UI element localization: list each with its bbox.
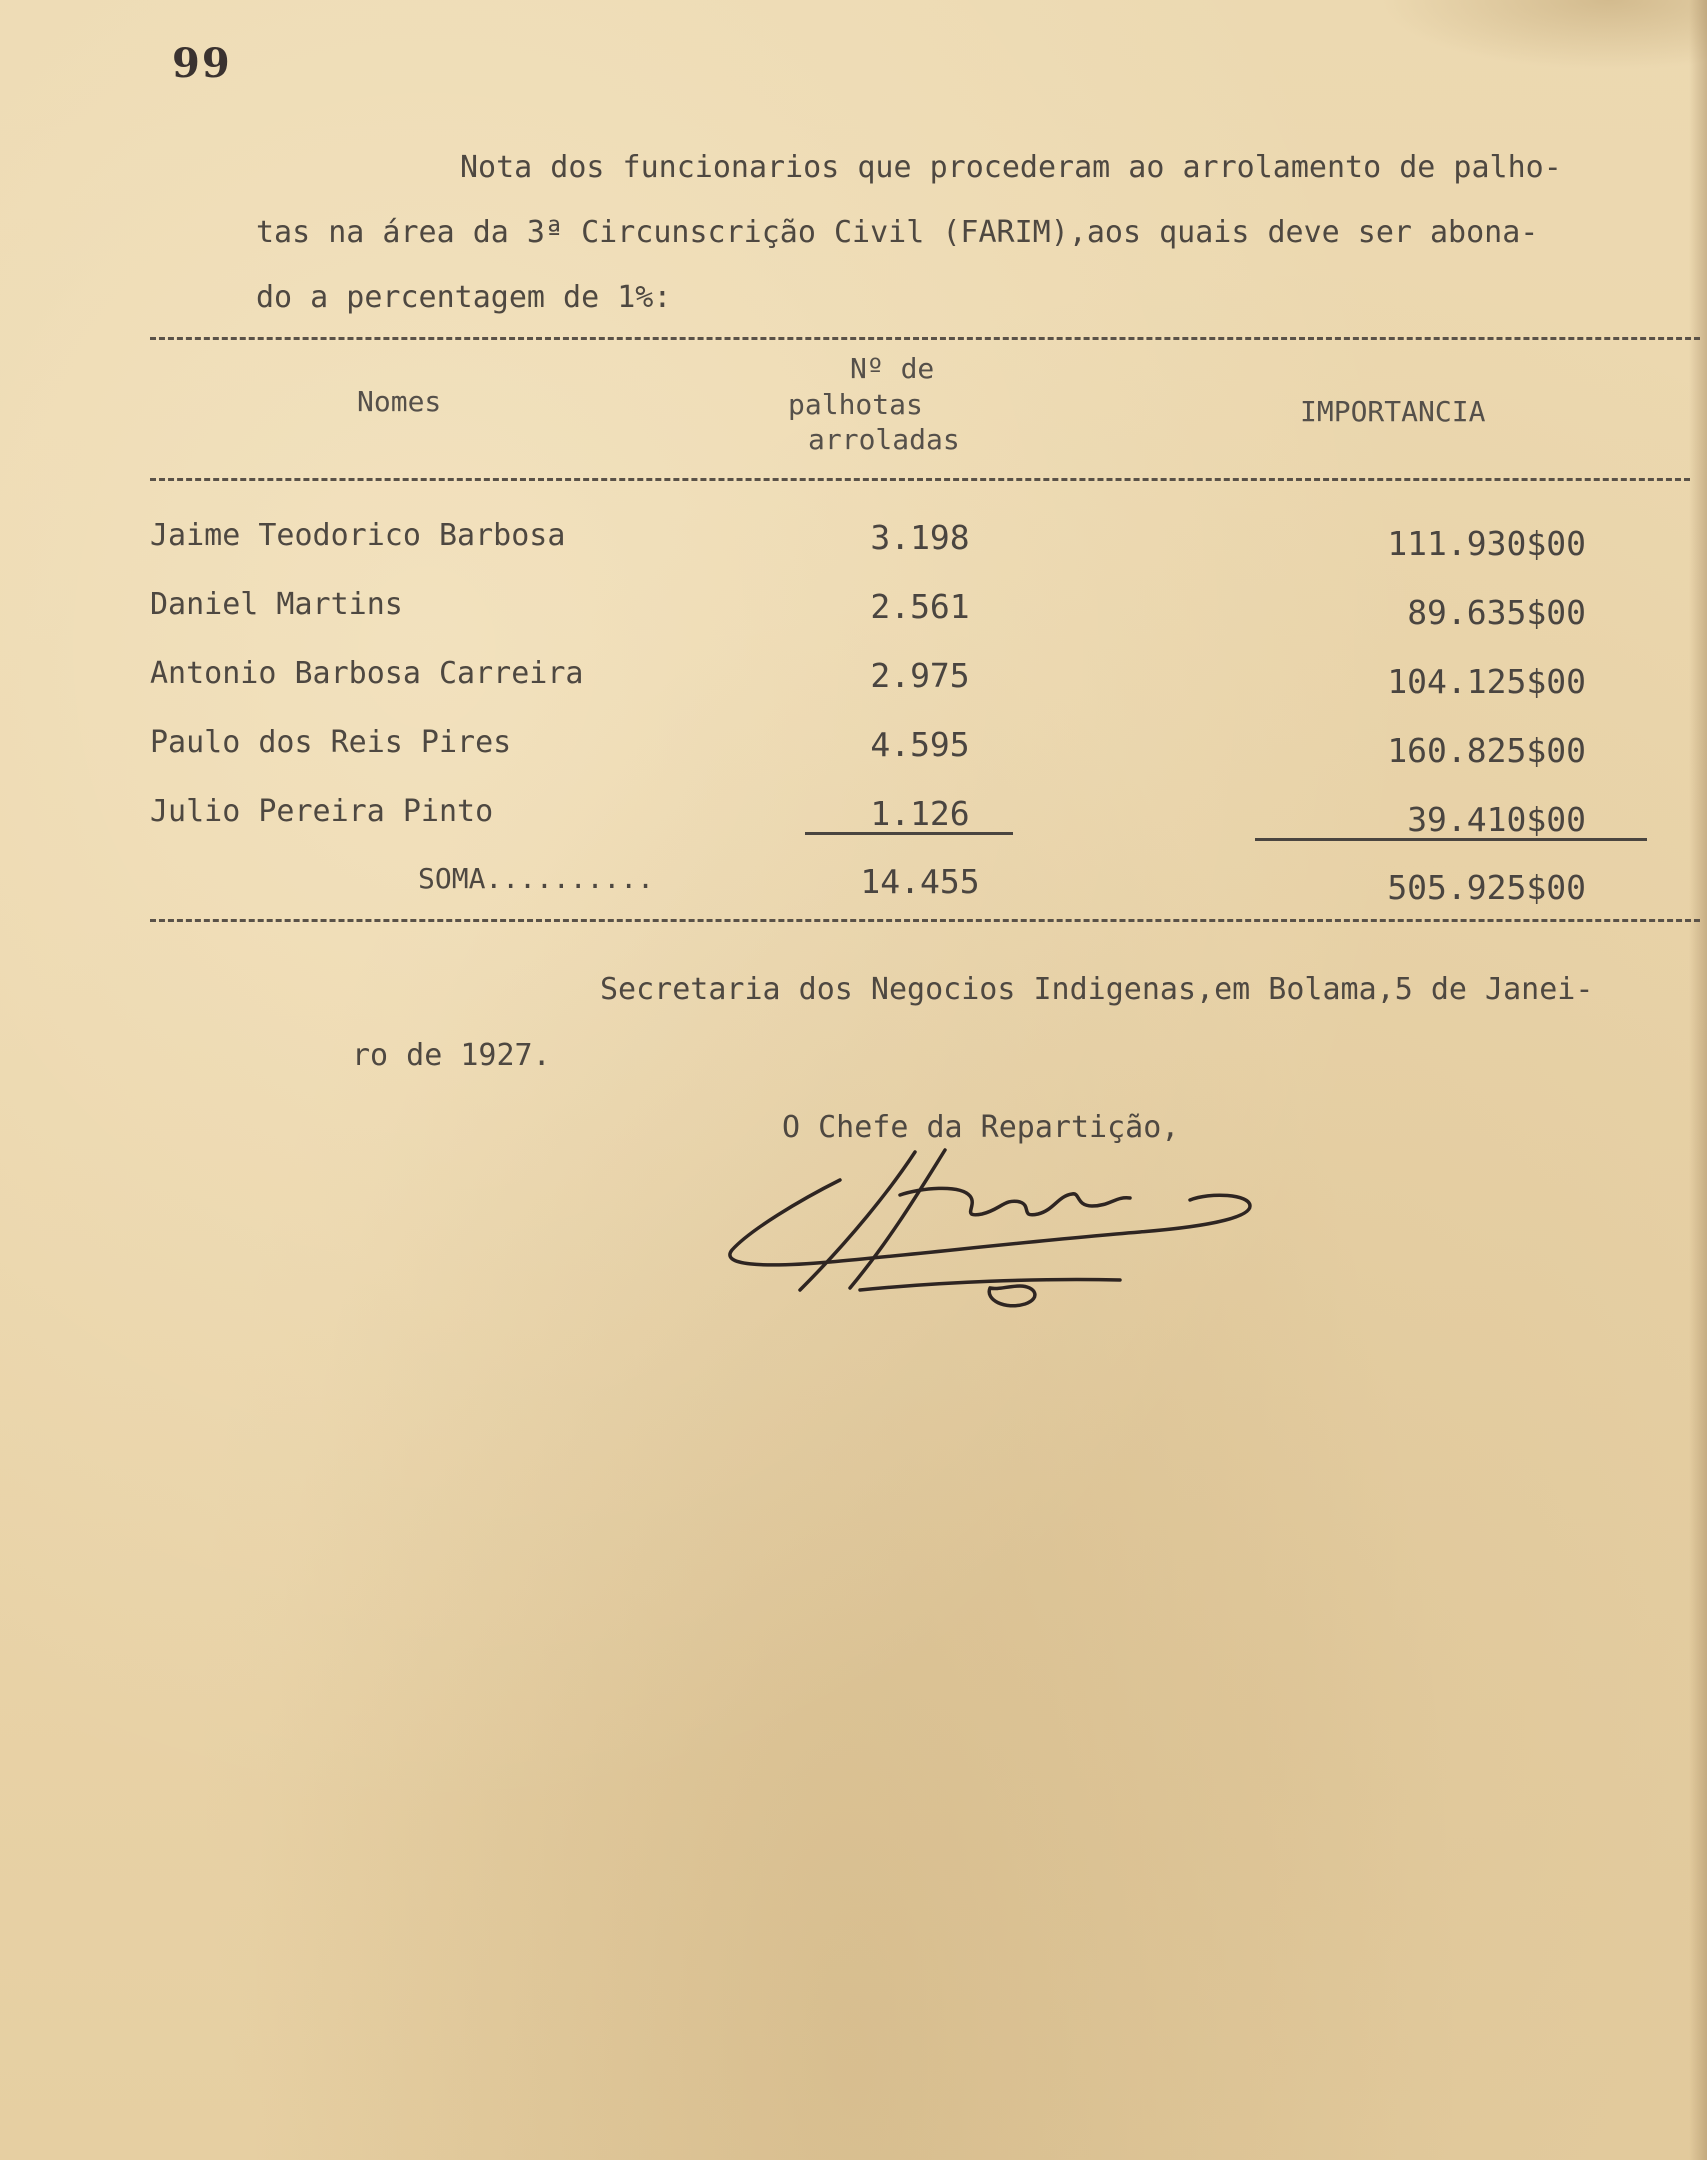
- count-sum-underline: [805, 832, 1013, 835]
- table-top-rule: [150, 337, 1700, 340]
- table-bottom-rule: [150, 919, 1700, 922]
- intro-line-2: tas na área da 3ª Circunscrição Civil (FARIM),aos quais deve ser abona-: [256, 215, 1539, 250]
- place-date-line-1: Secretaria dos Negocios Indigenas,em Bolama,5 de Janei-: [600, 972, 1594, 1007]
- header-count-line-1: Nº de: [850, 352, 935, 385]
- row-count: 2.561: [870, 587, 970, 626]
- row-name: Antonio Barbosa Carreira: [150, 656, 584, 691]
- table-row: [0, 587, 1707, 637]
- place-date-line-2: ro de 1927.: [352, 1038, 551, 1073]
- row-name: Paulo dos Reis Pires: [150, 725, 512, 760]
- amount-sum-underline: [1255, 838, 1647, 841]
- total-label: SOMA..........: [418, 862, 655, 895]
- intro-line-3: do a percentagem de 1%:: [256, 280, 672, 315]
- row-count: 4.595: [870, 725, 970, 764]
- table-header-rule: [150, 478, 1690, 481]
- paper-stain: [1380, 0, 1707, 70]
- row-amount: 104.125$00: [1387, 662, 1586, 701]
- header-count-line-3: arroladas: [808, 423, 960, 456]
- row-name: Daniel Martins: [150, 587, 403, 622]
- table-row: [0, 656, 1707, 706]
- table-row: [0, 794, 1707, 844]
- row-amount: 89.635$00: [1407, 593, 1586, 632]
- row-count: 3.198: [870, 518, 970, 557]
- paper-edge: [1689, 0, 1707, 2160]
- total-row: [0, 862, 1707, 912]
- row-amount: 160.825$00: [1387, 731, 1586, 770]
- total-count: 14.455: [860, 862, 980, 901]
- row-amount: 39.410$00: [1407, 800, 1586, 839]
- table-row: [0, 518, 1707, 568]
- row-amount: 111.930$00: [1387, 524, 1586, 563]
- row-name: Jaime Teodorico Barbosa: [150, 518, 566, 553]
- header-amount: IMPORTANCIA: [1300, 395, 1486, 428]
- header-names: Nomes: [357, 385, 442, 418]
- row-count: 1.126: [870, 794, 970, 833]
- row-name: Julio Pereira Pinto: [150, 794, 494, 829]
- row-count: 2.975: [870, 656, 970, 695]
- header-count-line-2: palhotas: [788, 388, 923, 421]
- signer-title: O Chefe da Repartição,: [782, 1110, 1180, 1145]
- table-row: [0, 725, 1707, 775]
- intro-line-1: Nota dos funcionarios que procederam ao arrolamento de palho-: [460, 150, 1562, 185]
- total-amount: 505.925$00: [1387, 868, 1586, 907]
- folio-mark: 99: [172, 40, 232, 87]
- handwritten-signature: [720, 1140, 1260, 1320]
